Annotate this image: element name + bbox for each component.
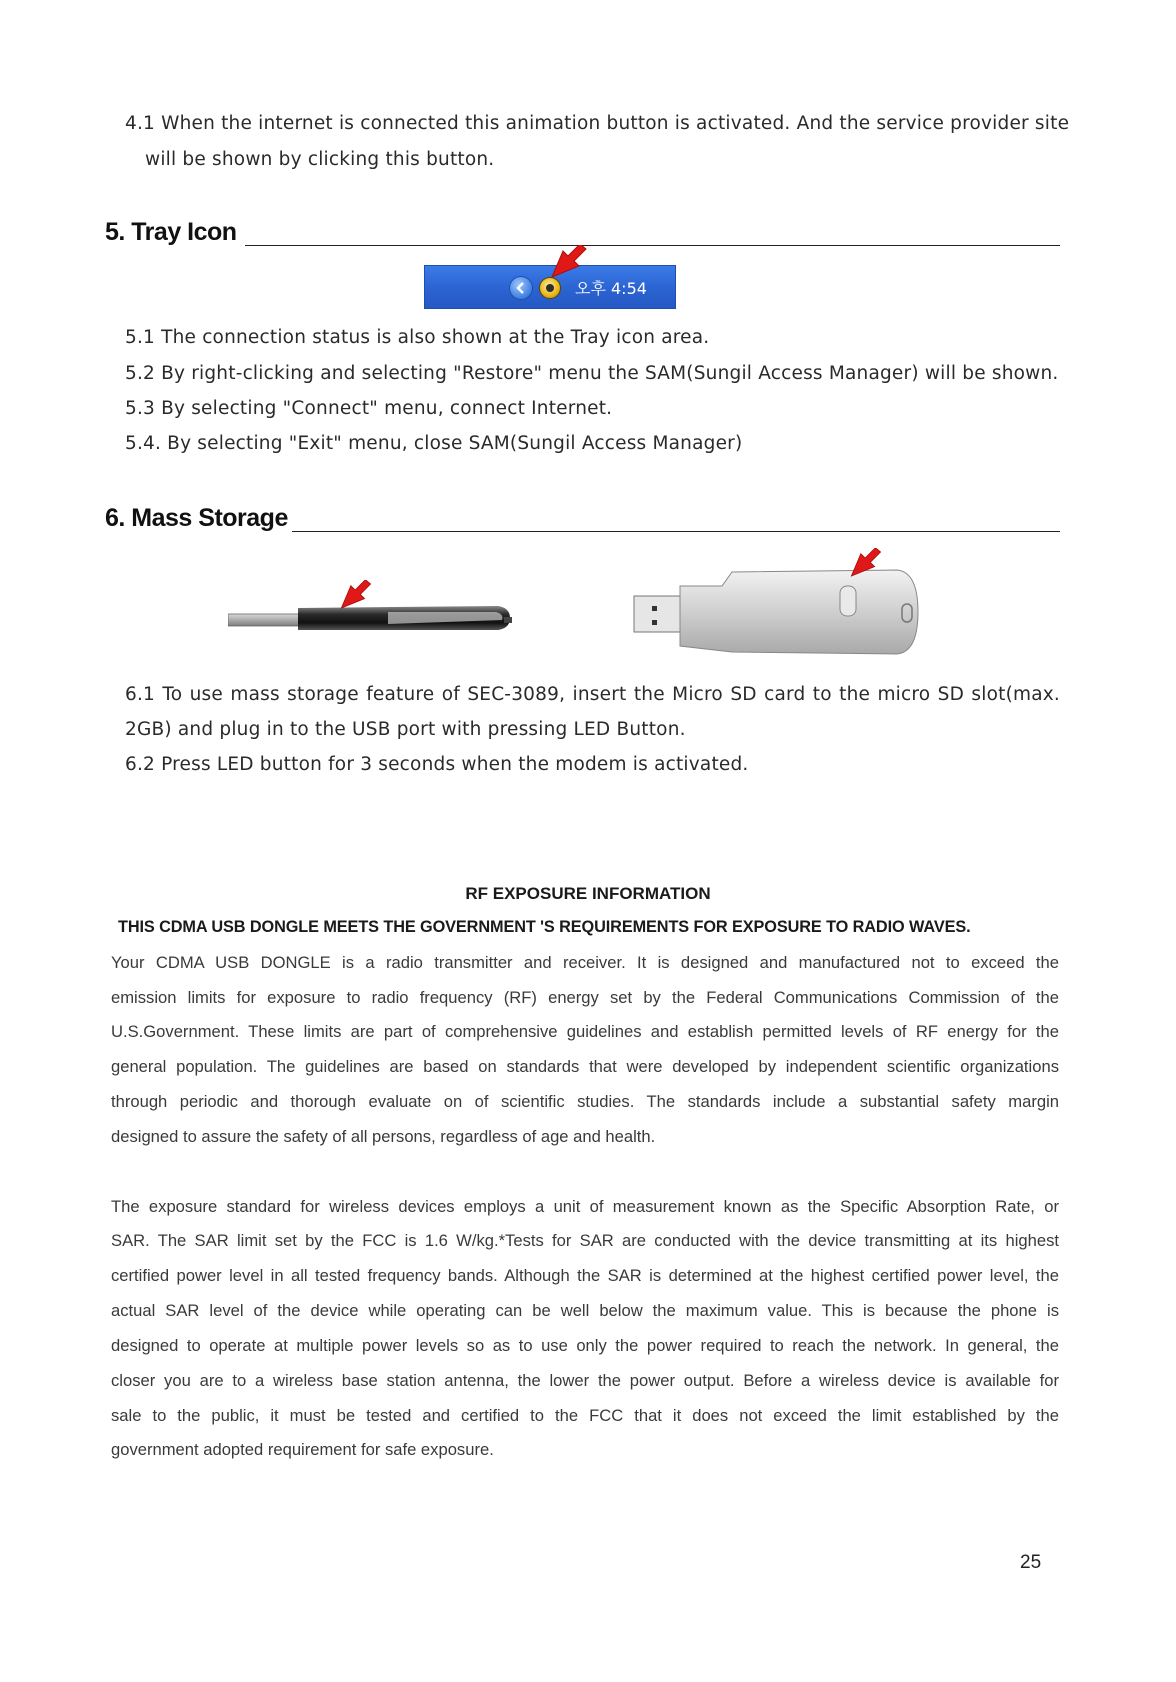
section-6-heading: 6. Mass Storage bbox=[105, 504, 288, 532]
rf-para2-line: certified power level in all tested frequency bands. Although the SAR is determined at the highest certified power level, the bbox=[111, 1266, 1059, 1285]
rf-para1-line: emission limits for exposure to radio frequency (RF) energy set by the Federal Communications Commission of the bbox=[111, 988, 1059, 1007]
rf-para2-line: closer you are to a wireless base station antenna, the lower the power output. Before a wireless device is available for bbox=[111, 1371, 1059, 1390]
rf-title: RF EXPOSURE INFORMATION bbox=[465, 884, 711, 903]
rf-para1-line: Your CDMA USB DONGLE is a radio transmitter and receiver. It is designed and manufactured not to exceed the bbox=[111, 953, 1059, 972]
item-5-2: 5.2 By right-clicking and selecting "Restore" menu the SAM(Sungil Access Manager) will be shown. bbox=[125, 363, 1059, 384]
rf-para2-line: designed to operate at multiple power levels so as to use only the power required to reach the network. In general, the bbox=[111, 1336, 1059, 1355]
item-5-4: 5.4. By selecting "Exit" menu, close SAM(Sungil Access Manager) bbox=[125, 433, 743, 454]
rf-para1-line: designed to assure the safety of all persons, regardless of age and health. bbox=[111, 1127, 656, 1146]
red-arrow-icon bbox=[848, 548, 884, 580]
rf-subtitle: THIS CDMA USB DONGLE MEETS THE GOVERNMENT 'S REQUIREMENTS FOR EXPOSURE TO RADIO WAVES. bbox=[118, 918, 971, 936]
rf-para1-line: through periodic and thorough evaluate on of scientific studies. The standards include a substantial safety margin bbox=[111, 1092, 1059, 1111]
item-5-3: 5.3 By selecting "Connect" menu, connect Internet. bbox=[125, 398, 613, 419]
item-6-1-line2: 2GB) and plug in to the USB port with pressing LED Button. bbox=[125, 719, 686, 740]
section-5-rule bbox=[245, 245, 1060, 246]
rf-para1-line: U.S.Government. These limits are part of comprehensive guidelines and establish permitted levels of RF energy for the bbox=[111, 1022, 1059, 1041]
red-arrow-icon bbox=[338, 580, 374, 612]
rf-para2-line: actual SAR level of the device while operating can be well below the maximum value. This is because the phone is bbox=[111, 1301, 1059, 1320]
item-6-2: 6.2 Press LED button for 3 seconds when the modem is activated. bbox=[125, 754, 749, 775]
page-number: 25 bbox=[1020, 1552, 1042, 1573]
rf-para2-line: SAR. The SAR limit set by the FCC is 1.6 W/kg.*Tests for SAR are conducted with the device transmitting at its highest bbox=[111, 1231, 1059, 1250]
red-arrow-icon bbox=[548, 245, 590, 281]
section-6-rule bbox=[292, 531, 1060, 532]
item-5-1: 5.1 The connection status is also shown at the Tray icon area. bbox=[125, 327, 710, 348]
rf-para2-line: government adopted requirement for safe exposure. bbox=[111, 1440, 494, 1459]
item-6-1-line1: 6.1 To use mass storage feature of SEC-3089, insert the Micro SD card to the micro SD slot(max. bbox=[125, 684, 1060, 705]
rf-para1-line: general population. The guidelines are based on standards that were developed by independent scientific organizations bbox=[111, 1057, 1059, 1076]
tray-clock: 오후 4:54 bbox=[575, 279, 647, 298]
item-4-1-line1: 4.1 When the internet is connected this animation button is activated. And the service provider site bbox=[125, 113, 1070, 134]
rf-para2-line: The exposure standard for wireless devices employs a unit of measurement known as the Specific Absorption Rate, or bbox=[111, 1197, 1059, 1216]
chevron-left-icon bbox=[509, 276, 533, 300]
rf-para2-line: sale to the public, it must be tested and certified to the FCC that it does not exceed the limit established by the bbox=[111, 1406, 1059, 1425]
item-4-1-line2: will be shown by clicking this button. bbox=[145, 149, 495, 170]
section-5-heading: 5. Tray Icon bbox=[105, 218, 237, 246]
